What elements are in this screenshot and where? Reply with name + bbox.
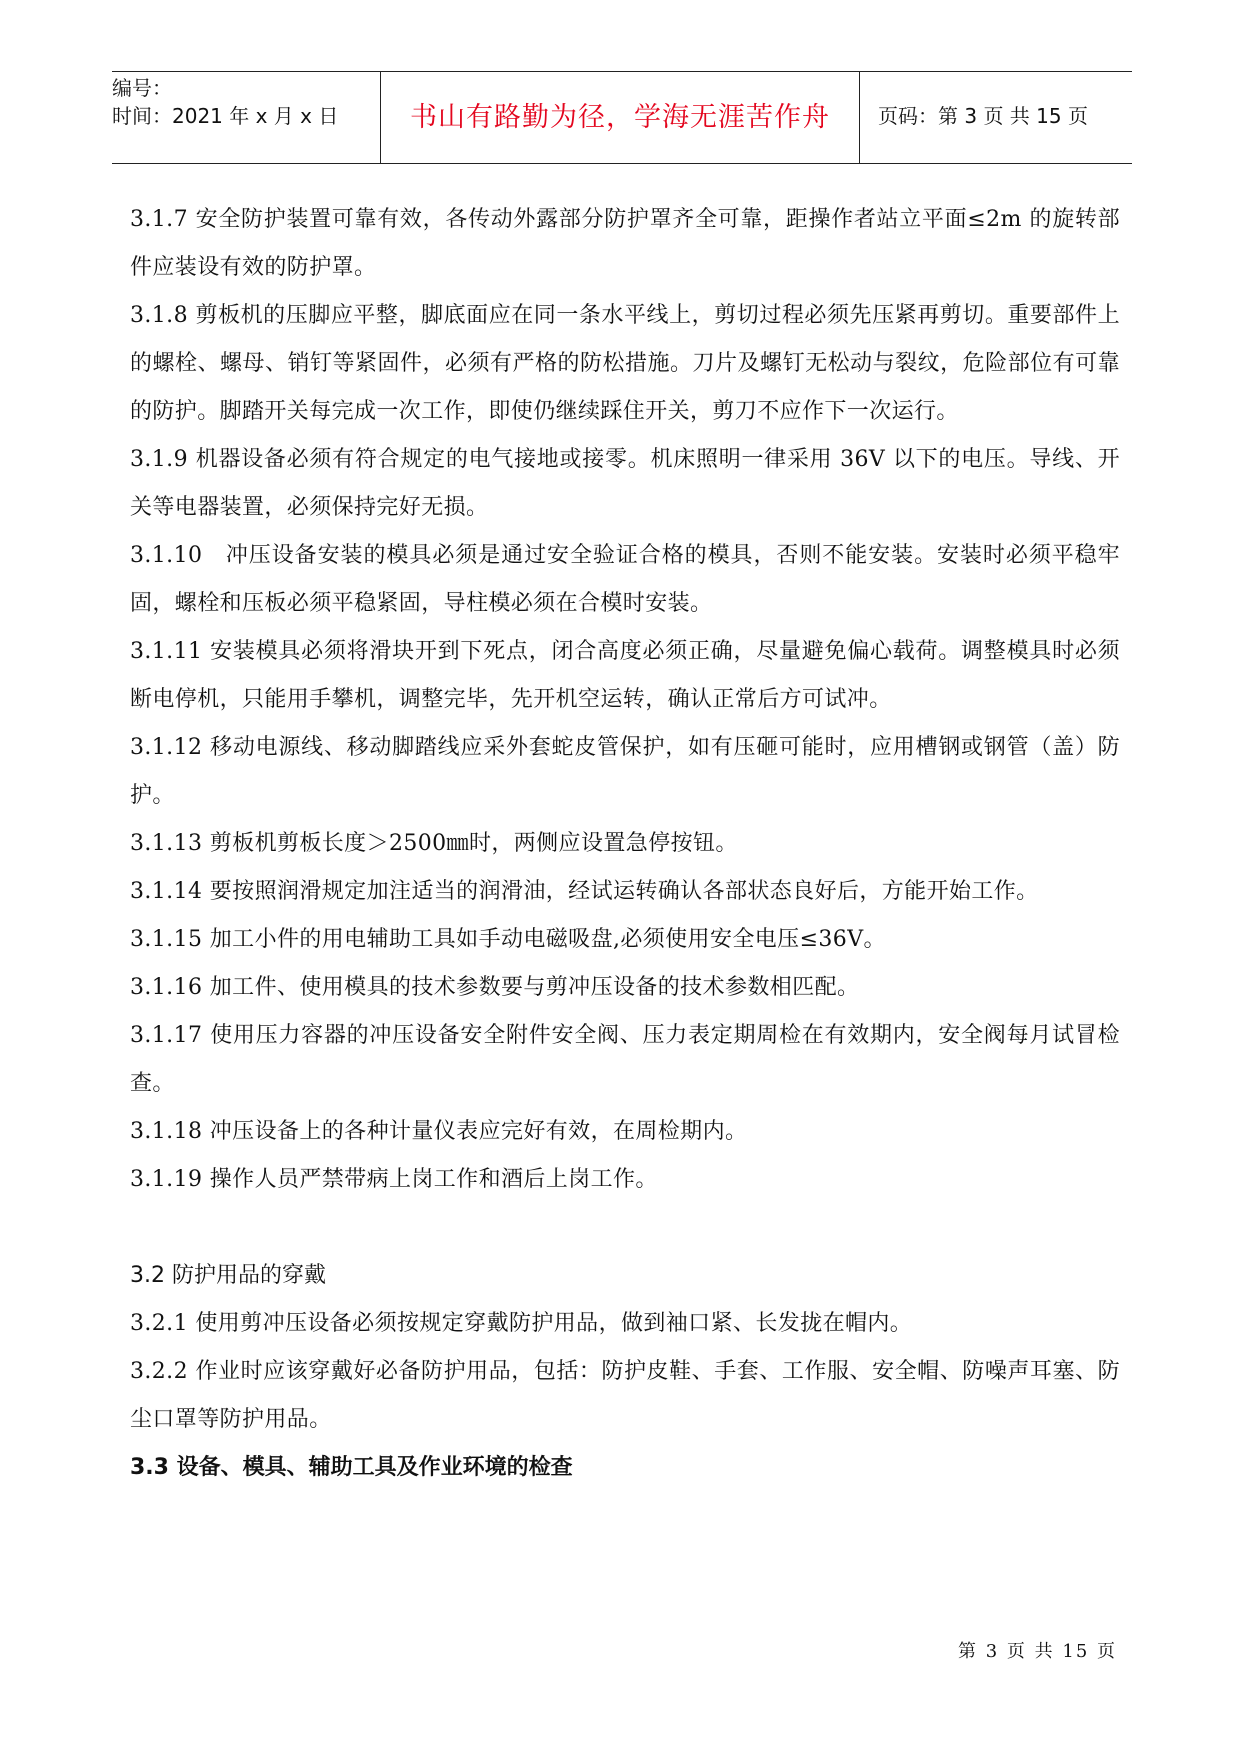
clause-3-1-11: 3.1.11 安装模具必须将滑块开到下死点，闭合高度必须正确，尽量避免偏心载荷。调整模具时必须断电停机，只能用手攀机，调整完毕，先开机空运转，确认正常后方可试冲。	[130, 639, 1120, 712]
clause-3-2-2: 3.2.2 作业时应该穿戴好必备防护用品，包括：防护皮鞋、手套、工作服、安全帽、防噪声耳塞、防尘口罩等防护用品。	[130, 1359, 1120, 1432]
clause-3-1-8: 3.1.8 剪板机的压脚应平整，脚底面应在同一条水平线上，剪切过程必须先压紧再剪切。重要部件上的螺栓、螺母、销钉等紧固件，必须有严格的防松措施。刀片及螺钉无松动与裂纹，危险部位有可靠的防护。脚踏开关每完成一次工作，即使仍继续踩住开关，剪刀不应作下一次运行。	[130, 303, 1120, 424]
clause-3-1-15: 3.1.15 加工小件的用电辅助工具如手动电磁吸盘,必须使用安全电压≤36V。	[130, 927, 886, 952]
document-date: 时间：2021 年 x 月 x 日	[112, 104, 339, 128]
clause-3-1-19: 3.1.19 操作人员严禁带病上岗工作和酒后上岗工作。	[130, 1167, 658, 1192]
clause-3-1-16: 3.1.16 加工件、使用模具的技术参数要与剪冲压设备的技术参数相匹配。	[130, 975, 860, 1000]
clause-3-1-9: 3.1.9 机器设备必须有符合规定的电气接地或接零。机床照明一律采用 36V 以下的电压。导线、开关等电器装置，必须保持完好无损。	[130, 447, 1120, 520]
document-number-label: 编号：	[112, 76, 172, 100]
clause-3-1-7: 3.1.7 安全防护装置可靠有效，各传动外露部分防护罩齐全可靠，距操作者站立平面≤2m 的旋转部件应装设有效的防护罩。	[130, 207, 1120, 280]
clause-3-1-17: 3.1.17 使用压力容器的冲压设备安全附件安全阀、压力表定期周检在有效期内，安全阀每月试冒检查。	[130, 1023, 1120, 1096]
document-body	[130, 196, 1120, 1492]
header-motto-cell	[380, 72, 860, 163]
section-3-2-heading: 3.2 防护用品的穿戴	[130, 1263, 326, 1288]
section-3-3-heading: 3.3 设备、模具、辅助工具及作业环境的检查	[130, 1455, 573, 1480]
clause-3-1-13: 3.1.13 剪板机剪板长度＞2500㎜时，两侧应设置急停按钮。	[130, 831, 738, 856]
header-page-info: 页码：第 3 页 共 15 页	[878, 104, 1088, 128]
clause-3-1-14: 3.1.14 要按照润滑规定加注适当的润滑油，经试运转确认各部状态良好后，方能开始工作。	[130, 879, 1039, 904]
section-spacer	[130, 1204, 1120, 1252]
clause-3-1-10: 3.1.10 冲压设备安装的模具必须是通过安全验证合格的模具，否则不能安装。安装时必须平稳牢固，螺栓和压板必须平稳紧固，导柱模必须在合模时安装。	[130, 543, 1120, 616]
document-header	[112, 71, 1132, 164]
clause-3-1-12: 3.1.12 移动电源线、移动脚踏线应采外套蛇皮管保护，如有压砸可能时，应用槽钢或钢管（盖）防护。	[130, 735, 1120, 808]
header-page-cell	[860, 72, 1132, 163]
header-left-cell	[112, 72, 380, 163]
header-motto: 书山有路勤为径，学海无涯苦作舟	[410, 102, 830, 133]
clause-3-2-1: 3.2.1 使用剪冲压设备必须按规定穿戴防护用品，做到袖口紧、长发拢在帽内。	[130, 1311, 913, 1336]
page-footer: 第 3 页 共 15 页	[958, 1641, 1117, 1662]
clause-3-1-18: 3.1.18 冲压设备上的各种计量仪表应完好有效，在周检期内。	[130, 1119, 748, 1144]
